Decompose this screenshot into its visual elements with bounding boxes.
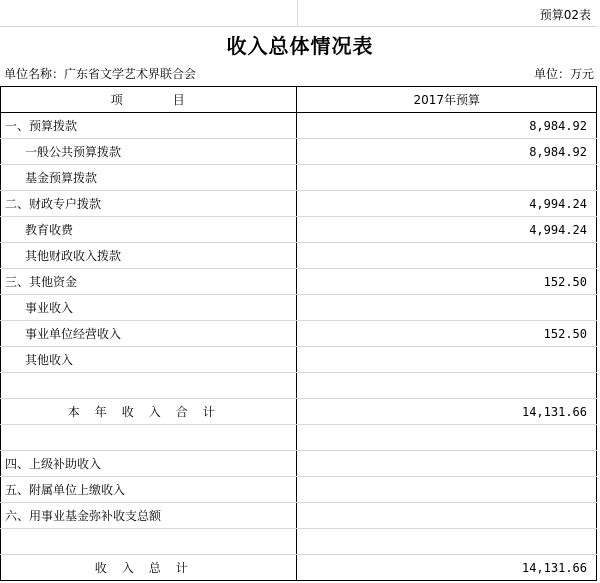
top-row	[0, 0, 597, 26]
grand-total-label: 收入总计	[1, 555, 297, 581]
table-row	[1, 191, 597, 217]
table-row	[1, 321, 597, 347]
table-row	[1, 451, 597, 477]
table-row	[1, 503, 597, 529]
unit-label: 单位：万元	[533, 67, 594, 81]
table-row	[1, 243, 597, 269]
row-value: 8,984.92	[297, 113, 597, 139]
row-label: 三、其他资金	[1, 269, 297, 295]
table-row	[1, 139, 597, 165]
grand-total-value: 14,131.66	[297, 555, 597, 581]
row-value: 4,994.24	[297, 191, 597, 217]
row-label: 基金预算拨款	[1, 165, 297, 191]
row-label	[1, 373, 297, 399]
row-label: 二、财政专户拨款	[1, 191, 297, 217]
income-table	[0, 86, 597, 581]
row-label: 四、上级补助收入	[1, 451, 297, 477]
row-value	[297, 425, 597, 451]
row-value	[297, 451, 597, 477]
table-row	[1, 295, 597, 321]
table-row-grand-total	[1, 555, 597, 581]
row-value	[297, 477, 597, 503]
row-value	[297, 373, 597, 399]
row-value: 152.50	[297, 321, 597, 347]
top-left-cell	[0, 0, 298, 27]
row-value	[297, 503, 597, 529]
table-row-empty	[1, 529, 597, 555]
subtotal-value: 14,131.66	[297, 399, 597, 425]
row-value: 8,984.92	[297, 139, 597, 165]
page-title: 收入总体情况表	[226, 34, 374, 58]
top-right-cell	[298, 0, 597, 27]
table-row-empty	[1, 373, 597, 399]
row-label: 事业单位经营收入	[1, 321, 297, 347]
row-value: 4,994.24	[297, 217, 597, 243]
row-value	[297, 165, 597, 191]
table-row	[1, 269, 597, 295]
row-label: 教育收费	[1, 217, 297, 243]
header-item-part2: 目	[172, 93, 187, 107]
header-budget: 2017年预算	[297, 87, 597, 113]
row-label: 五、附属单位上缴收入	[1, 477, 297, 503]
row-label	[1, 529, 297, 555]
table-row	[1, 477, 597, 503]
unit-name: 单位名称：广东省文学艺术界联合会	[4, 67, 197, 81]
header-item	[1, 87, 297, 113]
row-value: 152.50	[297, 269, 597, 295]
row-value	[297, 529, 597, 555]
header-item-part1: 项	[110, 93, 125, 107]
subtotal-label: 本年收入合计	[1, 399, 297, 425]
row-value	[297, 243, 597, 269]
table-row	[1, 217, 597, 243]
table-row	[1, 165, 597, 191]
table-row-empty	[1, 425, 597, 451]
table-row	[1, 347, 597, 373]
row-label: 一、预算拨款	[1, 113, 297, 139]
row-label: 一般公共预算拨款	[1, 139, 297, 165]
row-label: 其他财政收入拨款	[1, 243, 297, 269]
row-label: 事业收入	[1, 295, 297, 321]
table-header-row	[1, 87, 597, 113]
row-value	[297, 347, 597, 373]
row-label: 其他收入	[1, 347, 297, 373]
row-label: 六、用事业基金弥补收支总额	[1, 503, 297, 529]
row-label	[1, 425, 297, 451]
table-row-subtotal	[1, 399, 597, 425]
table-row	[1, 113, 597, 139]
form-code: 预算02表	[539, 8, 591, 22]
row-value	[297, 295, 597, 321]
